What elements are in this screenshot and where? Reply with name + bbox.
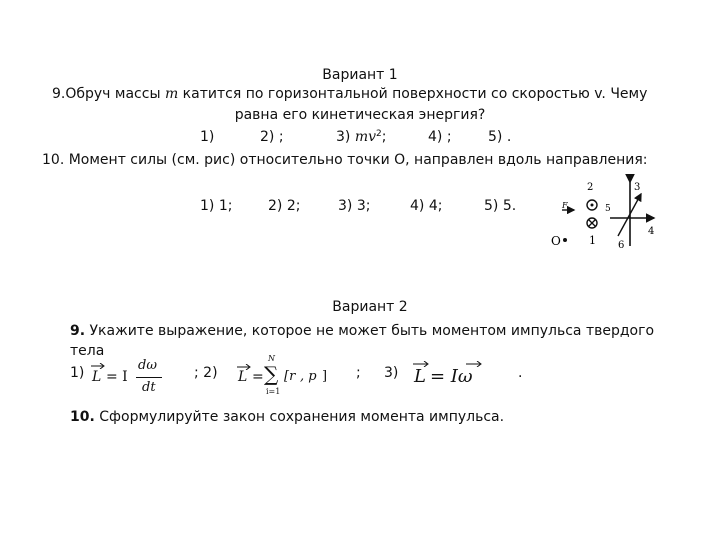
f1-fraction-bar [136, 377, 162, 378]
f1-lhs: L [92, 369, 102, 385]
v2-q10-line [70, 408, 504, 426]
formula-2 [236, 354, 336, 400]
f2-body: [r [284, 369, 296, 384]
v1-q9-opt4: 4) ; [428, 129, 452, 145]
f2-close: ] [322, 369, 328, 384]
v2-q9-sep1: ; 2) [194, 365, 218, 381]
variant2-title: Вариант 2 [332, 299, 408, 315]
label-2: 2 [587, 182, 594, 193]
v1-q9-opt1: 1) [200, 129, 215, 145]
q9-text-b: катится по горизонтальной поверхности со скоростью v. Чему [178, 86, 648, 102]
f2-eq: = [252, 369, 264, 385]
f1-eq: = I [106, 369, 128, 385]
f1-numerator: dω [138, 358, 157, 373]
f2-sum-top: N [268, 354, 275, 363]
moment-figure [540, 172, 680, 258]
f1-denominator: dt [142, 380, 156, 395]
f2-lhs: L [238, 369, 248, 385]
v2-q9-text: Укажите выражение, которое не может быть моментом импульса твердого [85, 323, 655, 339]
v2-q9-line2: тела [70, 343, 105, 359]
formula-3 [410, 358, 490, 392]
formula-1 [88, 356, 166, 402]
v1-q9-opt2: 2) ; [260, 129, 284, 145]
v1-q10-text: 10. Момент силы (см. рис) относительно точки О, направлен вдоль направления: [42, 152, 648, 168]
v1-q10-opt-1: 1) 1; [200, 198, 233, 214]
opt3-prefix: 3) [336, 129, 355, 145]
variant1-title: Вариант 1 [322, 67, 398, 83]
v1-q9-opt5: 5) . [488, 129, 512, 145]
f2-body2: , p [300, 369, 317, 384]
v1-q9-line1 [52, 85, 647, 103]
mass-variable: m [164, 86, 179, 102]
label-4: 4 [648, 226, 655, 237]
point-o-label: О [551, 234, 561, 248]
v1-q10-opt-3: 3) 3; [338, 198, 371, 214]
opt3-mv: mv [354, 129, 377, 145]
v2-q9-sep2: ; [356, 365, 361, 381]
force-label: F [562, 201, 568, 210]
v2-q9-line1 [70, 322, 654, 340]
f2-sum-bottom: i=1 [266, 387, 281, 396]
v2-q9-end: . [518, 365, 523, 381]
v2-q10-number: 10. [70, 409, 95, 425]
point-o-dot [563, 238, 567, 242]
v1-q9-opt3 [336, 128, 386, 146]
label-5: 5 [605, 204, 611, 214]
opt3-suffix: ; [381, 129, 387, 145]
v1-q10-opt-2: 2) 2; [268, 198, 301, 214]
out-of-page-dot [591, 204, 594, 207]
f2-sum-sign: ∑ [264, 362, 279, 386]
v2-q9-opt3: 3) [384, 365, 399, 381]
v2-q10-text: Сформулируйте закон сохранения момента импульса. [94, 409, 505, 425]
f3-rhs: = Iω [430, 366, 473, 387]
v2-q9-opt1: 1) [70, 365, 85, 381]
f3-lhs: L [414, 366, 426, 387]
v1-q9-line2: равна его кинетическая энергия? [234, 107, 486, 123]
label-6: 6 [618, 240, 625, 251]
opt3-exponent: 2 [376, 129, 382, 139]
v1-q10-opt-4: 4) 4; [410, 198, 443, 214]
v1-q10-opt-5: 5) 5. [484, 198, 517, 214]
label-3: 3 [634, 182, 641, 193]
v2-q9-number: 9. [70, 323, 86, 339]
label-1: 1 [589, 234, 596, 247]
q9-text-a: 9.Обруч массы [52, 86, 165, 102]
